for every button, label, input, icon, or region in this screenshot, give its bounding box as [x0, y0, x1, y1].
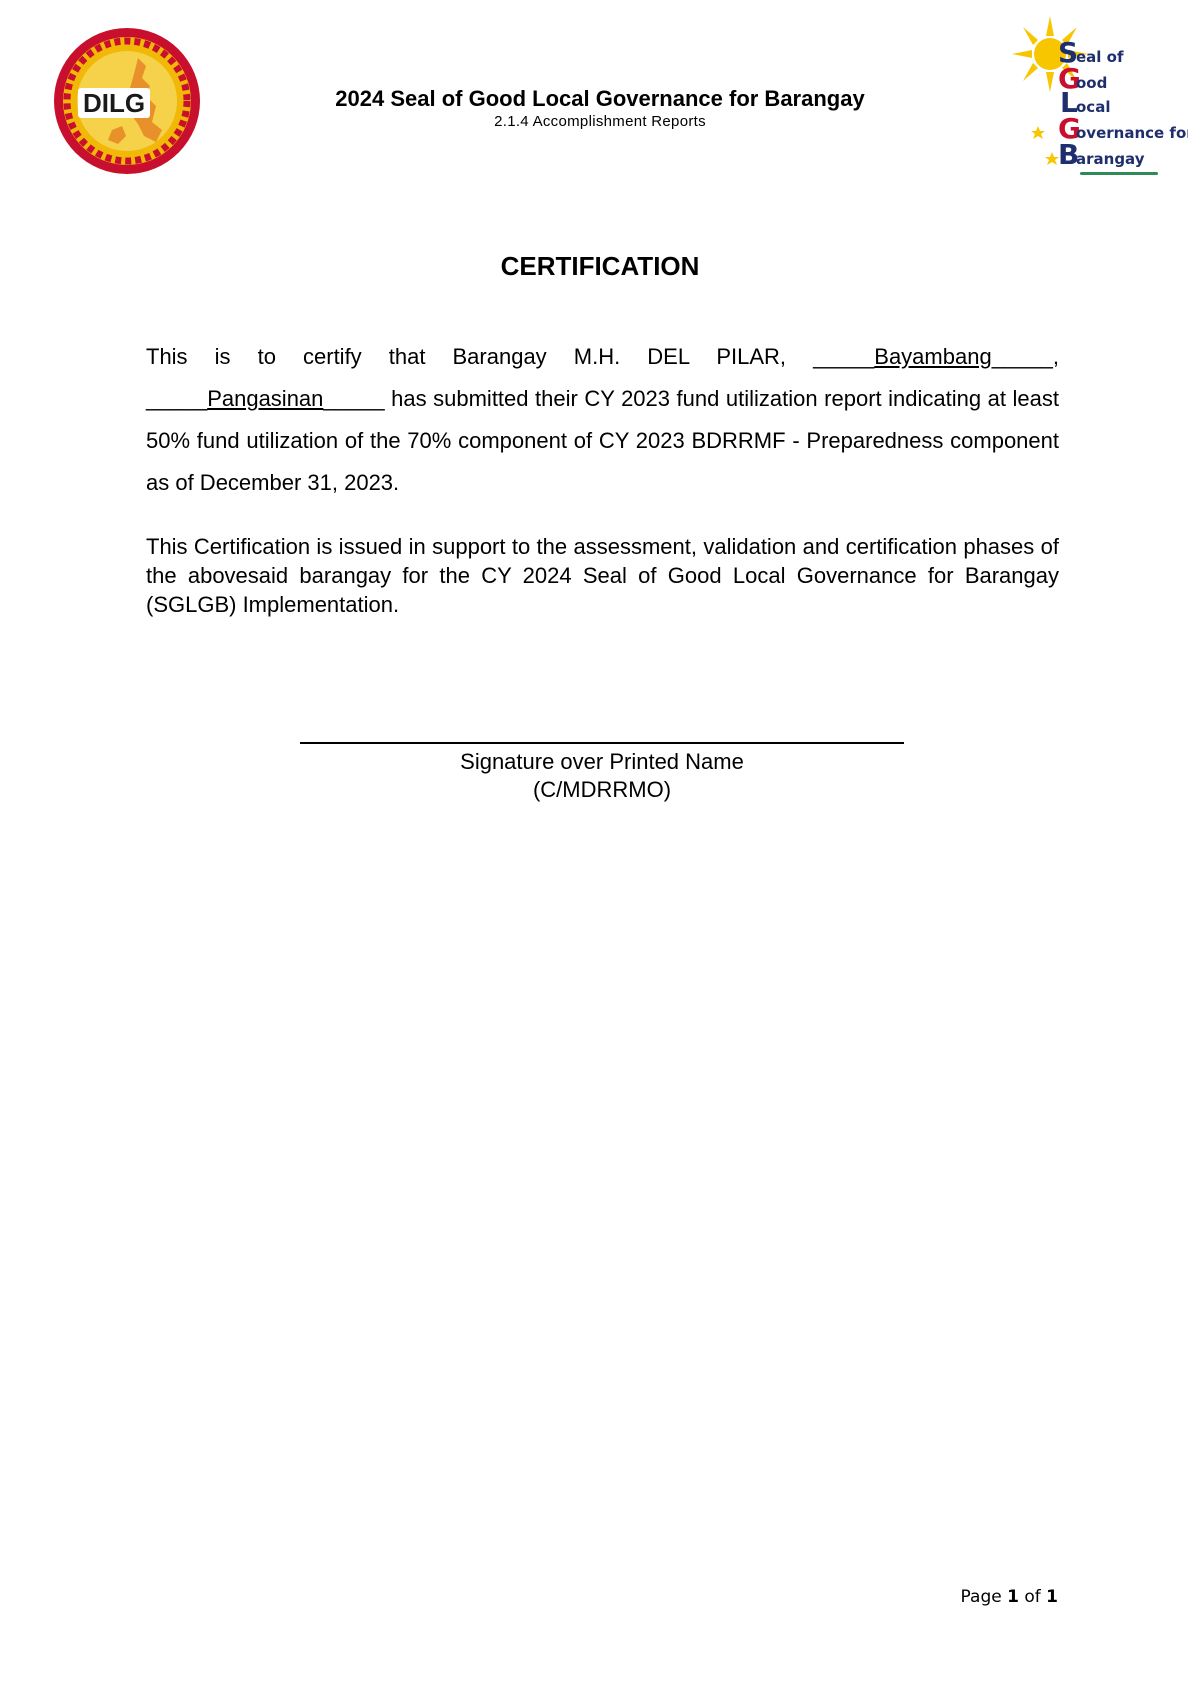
- page-of: of: [1018, 1587, 1047, 1607]
- certification-paragraph-1: [146, 336, 1059, 504]
- page-number: [961, 1586, 1058, 1608]
- page-total: 1: [1046, 1587, 1058, 1607]
- paragraph-1-comma: ,: [1052, 344, 1059, 369]
- sglgb-line-5: arangay: [1076, 150, 1145, 168]
- province-value: Pangasinan: [207, 386, 324, 411]
- sglgb-initial-g2: G: [1058, 112, 1081, 145]
- signature-block: [300, 742, 904, 804]
- municipality-blank-post: _____: [991, 344, 1053, 369]
- sglgb-line-4: overnance for: [1076, 124, 1188, 142]
- sglgb-line-1: eal of: [1076, 48, 1124, 66]
- page-current: 1: [1007, 1587, 1019, 1607]
- dilg-seal-icon: [52, 26, 202, 176]
- header-subtitle: 2.1.4 Accomplishment Reports: [494, 113, 706, 130]
- sglgb-initial-b: B: [1058, 138, 1080, 171]
- dilg-logo-text: DILG: [82, 88, 146, 118]
- municipality-value: Bayambang: [874, 344, 992, 369]
- dilg-seal-logo: [52, 26, 202, 176]
- sglgb-logo: [1008, 14, 1188, 182]
- paragraph-1-tail: has submitted their CY 2023 fund utilization report indicating at least 50% fund utilization of the 70% component of CY 2023 BDRRMF - Preparedness component as of December 31, 2023.: [146, 386, 1059, 495]
- sglgb-initial-s: S: [1058, 36, 1079, 69]
- signature-caption: Signature over Printed Name: [460, 749, 744, 774]
- municipality-blank-pre: _____: [813, 344, 875, 369]
- signature-line: [300, 742, 904, 744]
- header-title: 2024 Seal of Good Local Governance for Barangay: [335, 86, 865, 111]
- document-header: [200, 86, 1000, 132]
- paragraph-1-lead: This is to certify that Barangay M.H. DEL PILAR,: [146, 344, 814, 369]
- sglgb-logo-icon: [1008, 14, 1188, 182]
- certification-title: CERTIFICATION: [500, 251, 700, 281]
- sglgb-line-3: ocal: [1076, 98, 1111, 116]
- province-blank-post: _____: [323, 386, 385, 411]
- signatory-role: (C/MDRRMO): [532, 777, 672, 802]
- province-blank-pre: _____: [146, 386, 208, 411]
- sglgb-line-2: ood: [1076, 74, 1108, 92]
- page-label: Page: [960, 1587, 1008, 1607]
- sglgb-initial-g1: G: [1058, 62, 1081, 95]
- sglgb-initial-l: L: [1060, 86, 1078, 119]
- certification-paragraph-2: This Certification is issued in support to the assessment, validation and certification phases of the abovesaid barangay for the CY 2024 Seal of Good Local Governance for Barangay (SGLGB) Implementation.: [146, 534, 1059, 617]
